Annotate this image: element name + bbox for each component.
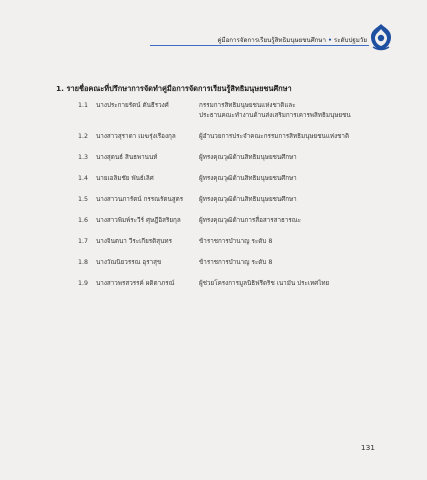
member-role <box>199 132 398 142</box>
member-role-line: กรรมการสิทธิมนุษยชนแห่งชาติและ <box>199 102 296 109</box>
member-row <box>78 237 398 247</box>
section-title: 1. รายชื่อคณะที่ปรึกษาการจัดทำคู่มือการจัดการเรียนรู้สิทธิมนุษยชนศึกษา <box>56 84 292 93</box>
member-role-line: ผู้ช่วยโครงการมูลนิธิฟรีดริช เนามัน ประเทศไทย <box>199 280 330 287</box>
member-number: 1.3 <box>78 154 89 161</box>
member-role <box>199 216 398 226</box>
member-number: 1.7 <box>78 238 89 245</box>
member-role <box>199 174 398 184</box>
member-role-line: ผู้ทรงคุณวุฒิด้านการสื่อสารสาธารณะ <box>199 217 301 224</box>
emblem-logo <box>368 22 394 52</box>
member-name: นางวัณนิยวรรณ อุราสุข <box>96 259 162 266</box>
member-row <box>78 101 398 121</box>
member-number: 1.9 <box>78 280 89 287</box>
member-role <box>199 195 398 205</box>
member-role-line: ผู้ทรงคุณวุฒิด้านสิทธิมนุษยชนศึกษา <box>199 175 297 182</box>
member-role-line: ผู้อำนวยการประจำคณะกรรมการสิทธิมนุษยชนแห่งชาติ <box>199 133 350 140</box>
member-row <box>78 258 398 268</box>
member-role-line: ข้าราชการบำนาญ ระดับ 8 <box>199 238 273 245</box>
member-name: นางประกายรัตน์ ตันธีรวงศ์ <box>96 102 169 109</box>
header-title: คู่มือการจัดการเรียนรู้สิทธิมนุษยชนศึกษา <box>217 37 326 44</box>
member-name: นายเอลิมชัย พันธ์เลิศ <box>96 175 154 182</box>
advisory-member-list <box>78 101 398 300</box>
member-number: 1.1 <box>78 102 89 109</box>
member-number: 1.5 <box>78 196 89 203</box>
member-name: นางสุดนธ์ สินธพานนท์ <box>96 154 158 161</box>
member-row <box>78 174 398 184</box>
member-role <box>199 279 398 289</box>
member-row <box>78 195 398 205</box>
member-role-line: ผู้ทรงคุณวุฒิด้านสิทธิมนุษยชนศึกษา <box>199 196 297 203</box>
member-number: 1.8 <box>78 259 89 266</box>
page-number: 131 <box>360 443 375 452</box>
member-name: นางสาวสุราดา เมฆรุ่งเรืองกุล <box>96 133 176 140</box>
member-row <box>78 216 398 226</box>
member-role-line: ผู้ทรงคุณวุฒิด้านสิทธิมนุษยชนศึกษา <box>199 154 297 161</box>
member-row <box>78 132 398 142</box>
member-number: 1.6 <box>78 217 89 224</box>
header-level: ระดับปฐมวัย <box>333 37 367 44</box>
member-role-line: ประธานคณะทำงานด้านส่งเสริมการเคารพสิทธิมนุษยชน <box>199 112 351 119</box>
header-separator: • <box>327 37 332 44</box>
member-number: 1.2 <box>78 133 89 140</box>
member-name: นางสาวพรสวรรค์ ผดิตาภรณ์ <box>96 280 175 287</box>
member-row <box>78 153 398 163</box>
member-role <box>199 237 398 247</box>
member-role <box>199 258 398 268</box>
member-role <box>199 101 398 121</box>
running-header <box>217 35 367 45</box>
member-name: นางจินตนา วีระเกียรติสุนทร <box>96 238 172 245</box>
member-name: นางสาวพิมพ์ระวีร์ ศุษฎีอิสริยกุล <box>96 217 181 224</box>
member-role-line: ข้าราชการบำนาญ ระดับ 8 <box>199 259 273 266</box>
member-row <box>78 279 398 289</box>
member-role <box>199 153 398 163</box>
header-rule <box>150 45 369 46</box>
member-number: 1.4 <box>78 175 89 182</box>
member-name: นางสาวนภารัตน์ กรรณรัตนสูตร <box>96 196 184 203</box>
